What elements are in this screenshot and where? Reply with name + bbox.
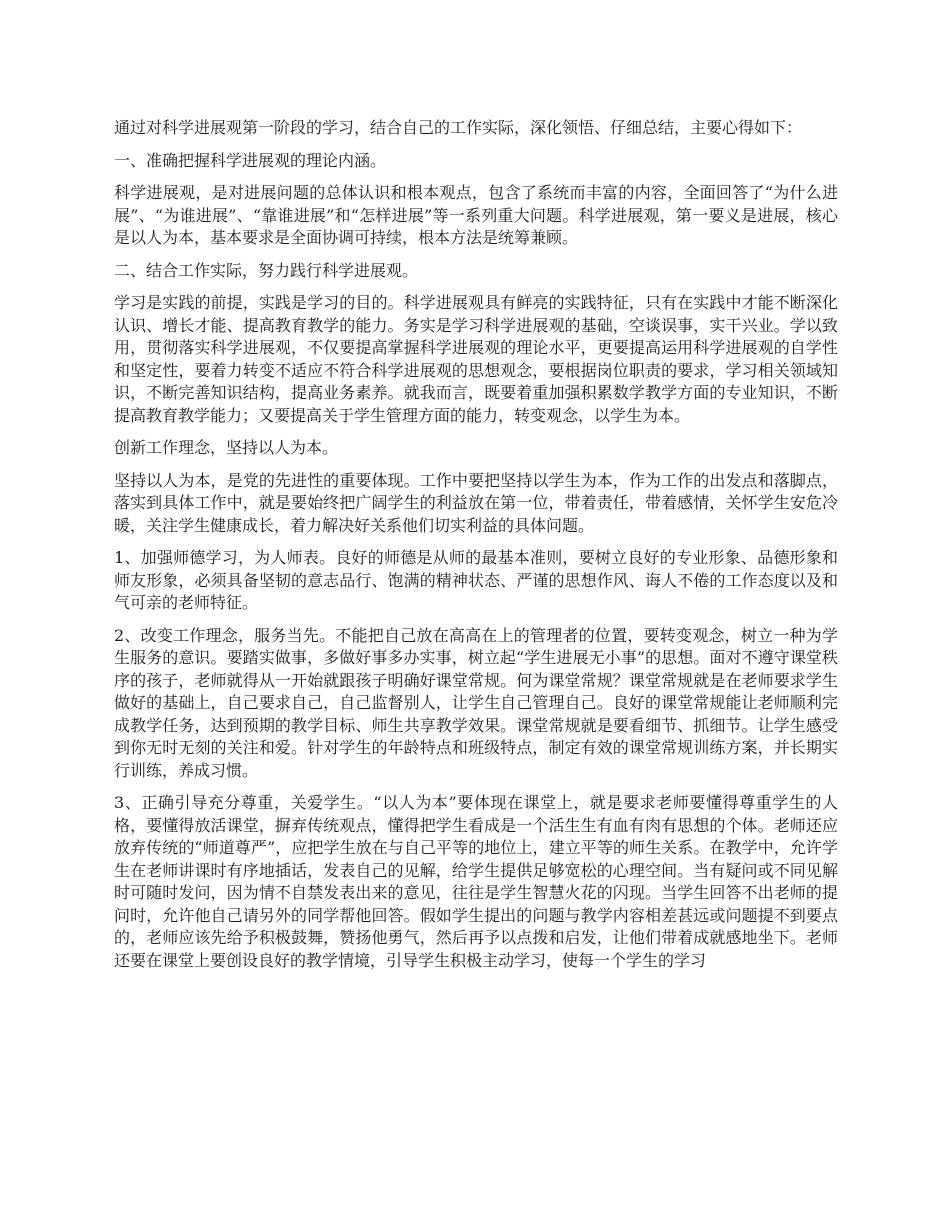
heading-innovation: 创新工作理念，坚持以人为本。 — [114, 438, 339, 457]
paragraph-point-two: 2、改变工作理念，服务当先。不能把自己放在高高在上的管理者的位置，要转变观念，树立一种为学生服务的意识。要踏实做事，多做好事多办实事，树立起“学生进展无小事”的思想。面对不遵守课堂秩序的孩子，老师就得从一开始就跟孩子明确好课堂常规。何为课堂常规？课堂常规就是在老师要求学生做好的基础上，自己要求自己，自己监督别人，让学生自己管理自己。良好的课堂常规能让老师顺利完成教学任务，达到预期的教学目标、师生共享教学效果。课堂常规就是要看细节、抓细节。让学生感受到你无时无刻的关注和爱。针对学生的年龄特点和班级特点，制定有效的课堂常规训练方案，并长期实行训练，养成习惯。 — [114, 625, 838, 780]
heading-section-two: 二、结合工作实际，努力践行科学进展观。 — [114, 260, 419, 280]
heading-section-one: 一、准确把握科学进展观的理论内涵。 — [114, 150, 387, 170]
document-body — [114, 117, 838, 982]
paragraph-practice: 学习是实践的前提，实践是学习的目的。科学进展观具有鲜亮的实践特征，只有在实践中才能不断深化认识、增长才能、提高教育教学的能力。务实是学习科学进展观的基础，空谈误事，实干兴业。学以致用，贯彻落实科学进展观，不仅要提高掌握科学进展观的理论水平，更要提高运用科学进展观的自学性和坚定性，要着力转变不适应不符合科学进展观的思想观念，要根据岗位职责的要求，学习相关领域知识，不断完善知识结构，提高业务素养。就我而言，既要着重加强积累数学教学方面的专业知识，不断提高教育教学能力；又要提高关于学生管理方面的能力，转变观念，以学生为本。 — [114, 293, 838, 425]
paragraph-people-oriented: 坚持以人为本，是党的先进性的重要体现。工作中要把坚持以学生为本，作为工作的出发点和落脚点，落实到具体工作中，就是要始终把广阔学生的利益放在第一位，带着责任，带着感情，关怀学生安危冷暖，关注学生健康成长，着力解决好关系他们切实利益的具体问题。 — [114, 470, 838, 535]
paragraph-point-three: 3、正确引导充分尊重，关爱学生。“以人为本”要体现在课堂上，就是要求老师要懂得尊重学生的人格，要懂得放活课堂，摒弃传统观点，懂得把学生看成是一个活生生有血有肉有思想的个体。老师还应放弃传统的“师道尊严”，应把学生放在与自己平等的地位上，建立平等的师生关系。在教学中，允许学生在老师讲课时有序地插话，发表自己的见解，给学生提供足够宽松的心理空间。当有疑问或不同见解时可随时发问，因为情不自禁发表出来的意见，往往是学生智慧火花的闪现。当学生回答不出老师的提问时，允许他自己请另外的同学帮他回答。假如学生提出的问题与教学内容相差甚远或问题提不到要点的，老师应该先给予积极鼓舞，赞扬他勇气，然后再予以点拨和启发，让他们带着成就感地坐下。老师还要在课堂上要创设良好的教学情境，引导学生积极主动学习，使每一个学生的学习 — [114, 793, 838, 970]
paragraph-connotation: 科学进展观，是对进展问题的总体认识和根本观点，包含了系统而丰富的内容，全面回答了“为什么进展”、“为谁进展”、“靠谁进展”和“怎样进展”等一系列重大问题。科学进展观，第一要义是进展，核心是以人为本，基本要求是全面协调可持续，根本方法是统筹兼顾。 — [114, 183, 838, 247]
paragraph-intro: 通过对科学进展观第一阶段的学习，结合自己的工作实际，深化领悟、仔细总结，主要心得如下： — [114, 118, 803, 137]
paragraph-point-one: 1、加强师德学习，为人师表。良好的师德是从师的最基本准则，要树立良好的专业形象、品德形象和师友形象，必须具备坚韧的意志品行、饱满的精神状态、严谨的思想作风、诲人不倦的工作态度以及和气可亲的老师特征。 — [114, 548, 838, 612]
